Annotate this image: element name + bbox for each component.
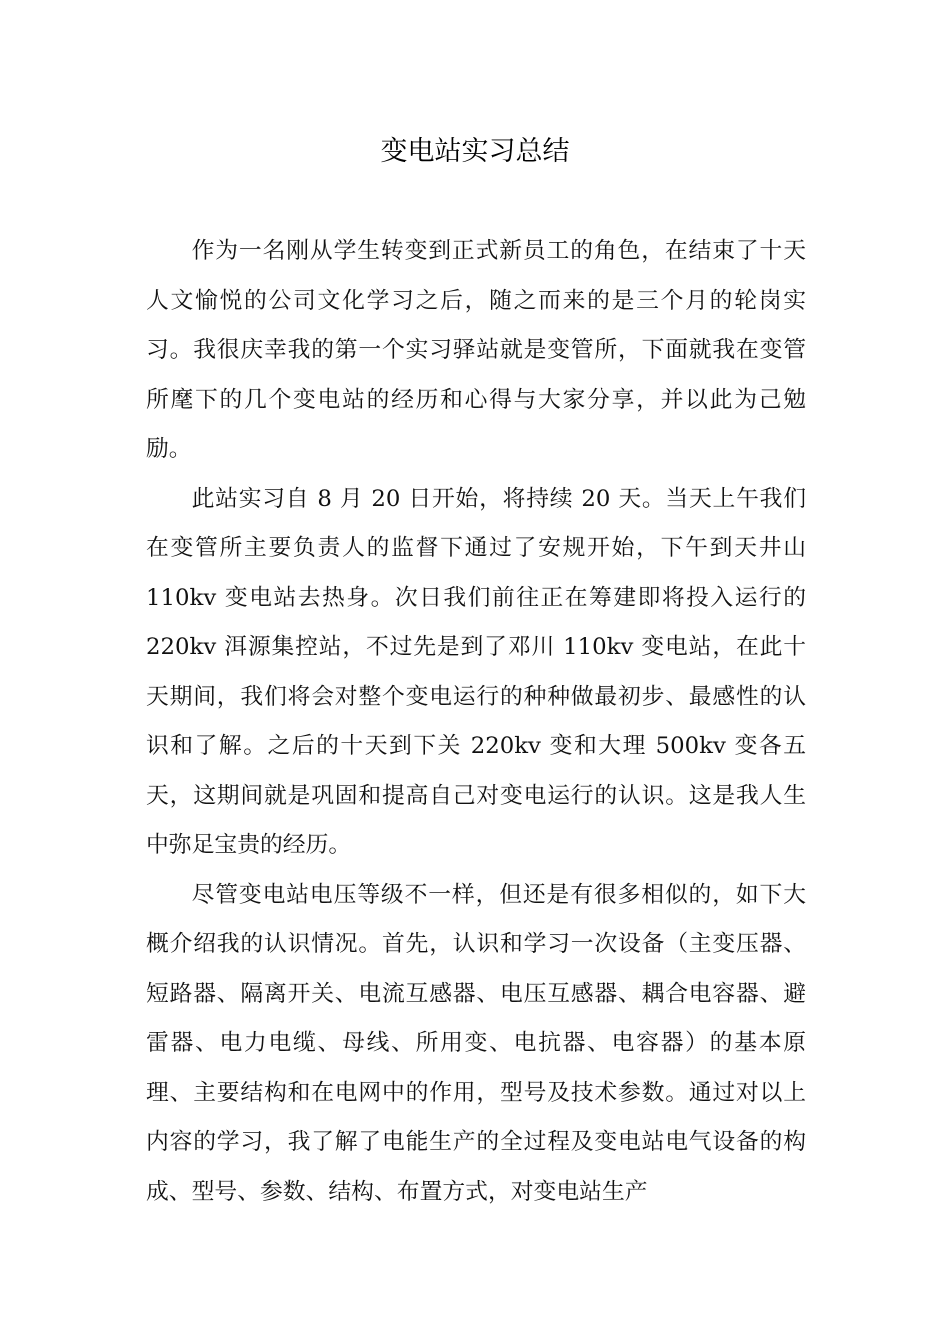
document-title: 变电站实习总结 [380,136,570,167]
paragraph-equipment: 尽管变电站电压等级不一样，但还是有很多相似的，如下大概介绍我的认识情况。首先，认识和学习一次设备（主变压器、短路器、隔离开关、电流互感器、电压互感器、耦合电容器、避雷器、电力电缆、母线、所用变、电抗器、电容器）的基本原理、主要结构和在电网中的作用，型号及技术参数。通过对以上内容的学习，我了解了电能生产的全过程及变电站电气设备的构成、型号、参数、结构、布置方式，对变电站生产 [146,881,806,1205]
document-body [146,227,806,1217]
paragraph-schedule: 此站实习自 8 月 20 日开始，将持续 20 天。当天上午我们在变管所主要负责人的监督下通过了安规开始，下午到天井山 110kv 变电站去热身。次日我们前往正在筹建即将投入运行的 220kv 洱源集控站，不过先是到了邓川 110kv 变电站，在此十天期间，我们将会对整个变电运行的种种做最初步、最感性的认识和了解。之后的十天到下关 220kv 变和大理 500kv 变各五天，这期间就是巩固和提高自己对变电运行的认识。这是我人生中弥足宝贵的经历。 [146,485,806,858]
paragraph-intro: 作为一名刚从学生转变到正式新员工的角色，在结束了十天人文愉悦的公司文化学习之后，随之而来的是三个月的轮岗实习。我很庆幸我的第一个实习驿站就是变管所，下面就我在变管所麾下的几个变电站的经历和心得与大家分享，并以此为己勉励。 [146,238,806,462]
